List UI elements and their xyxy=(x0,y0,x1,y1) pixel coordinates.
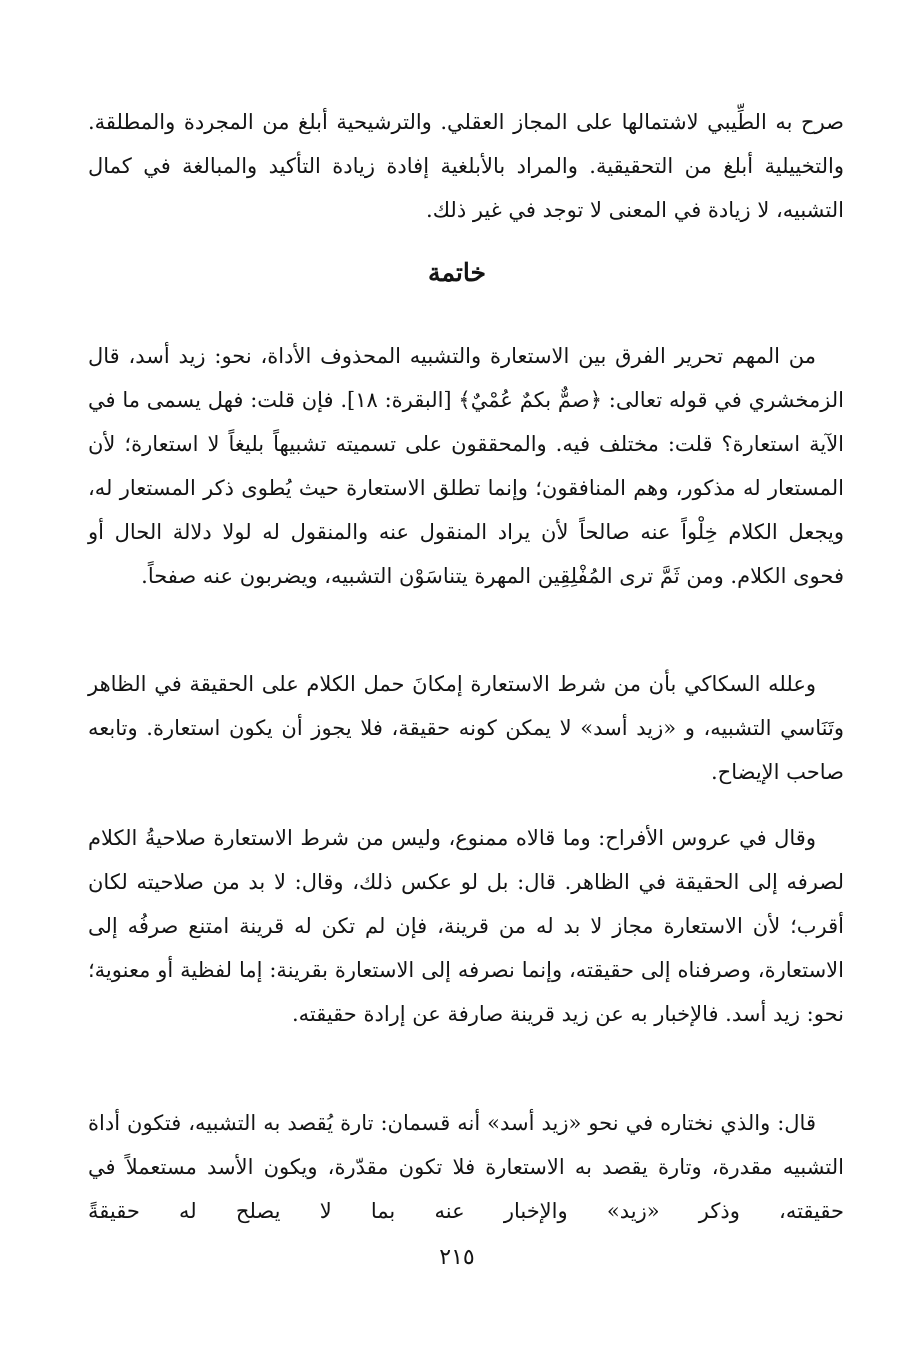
page-number: ٢١٥ xyxy=(439,1245,475,1270)
paragraph-distinction: من المهم تحرير الفرق بين الاستعارة والتشبيه المحذوف الأداة، نحو: زيد أسد، قال الزمخشري في قوله تعالى: ﴿صمٌّ بكمٌ عُمْيٌ﴾ [البقرة: ١٨]. فإن قلت: فهل يسمى ما في الآية استعارة؟ قلت: مختلف فيه. والمحققون على تسميته تشبيهاً بليغاً لا استعارة؛ لأن المستعار له مذكور، وهم المنافقون؛ وإنما تطلق الاستعارة حيث يُطوى ذكر المستعار له، ويجعل الكلام خِلْواً عنه صالحاً لأن يراد المنقول عنه والمنقول له لولا دلالة الحال أو فحوى الكلام. ومن ثَمَّ ترى المُفْلِقِين المهرة يتناسَوْن التشبيه، ويضربون عنه صفحاً. xyxy=(88,344,845,588)
paragraph-choice: قال: والذي نختاره في نحو «زيد أسد» أنه قسمان: تارة يُقصد به التشبيه، فتكون أداة التشبيه مقدرة، وتارة يقصد به الاستعارة فلا تكون مقدّرة، ويكون الأسد مستعملاً في حقيقته، وذكر «زيد» والإخبار عنه بما لا يصلح له حقيقةً xyxy=(88,1111,844,1223)
paragraph-sakkaki: وعلله السكاكي بأن من شرط الاستعارة إمكانَ حمل الكلام على الحقيقة في الظاهر وتَنَاسي التشبيه، و «زيد أسد» لا يمكن كونه حقيقة، فلا يجوز أن يكون استعارة. وتابعه صاحب الإيضاح. xyxy=(88,672,844,784)
intro-paragraph: صرح به الطِّيبي لاشتمالها على المجاز العقلي. والترشيحية أبلغ من المجردة والمطلقة. والتخييلية أبلغ من التحقيقية. والمراد بالأبلغية إفادة زيادة التأكيد والمبالغة في كمال التشبيه، لا زيادة في المعنى لا توجد في غير ذلك. xyxy=(88,110,844,222)
paragraph-arus-al-afrah: وقال في عروس الأفراح: وما قالاه ممنوع، وليس من شرط الاستعارة صلاحيةُ الكلام لصرفه إلى الحقيقة في الظاهر. قال: بل لو عكس ذلك، وقال: لا بد من صلاحيته لكان أقرب؛ لأن الاستعارة مجاز لا بد له من قرينة، فإن لم تكن له قرينة امتنع صرفُه إلى الاستعارة، وصرفناه إلى حقيقته، وإنما نصرفه إلى الاستعارة بقرينة: إما لفظية أو معنوية؛ نحو: زيد أسد. فالإخبار به عن زيد قرينة صارفة عن إرادة حقيقته. xyxy=(88,826,844,1026)
section-heading: خاتمة xyxy=(428,258,486,287)
